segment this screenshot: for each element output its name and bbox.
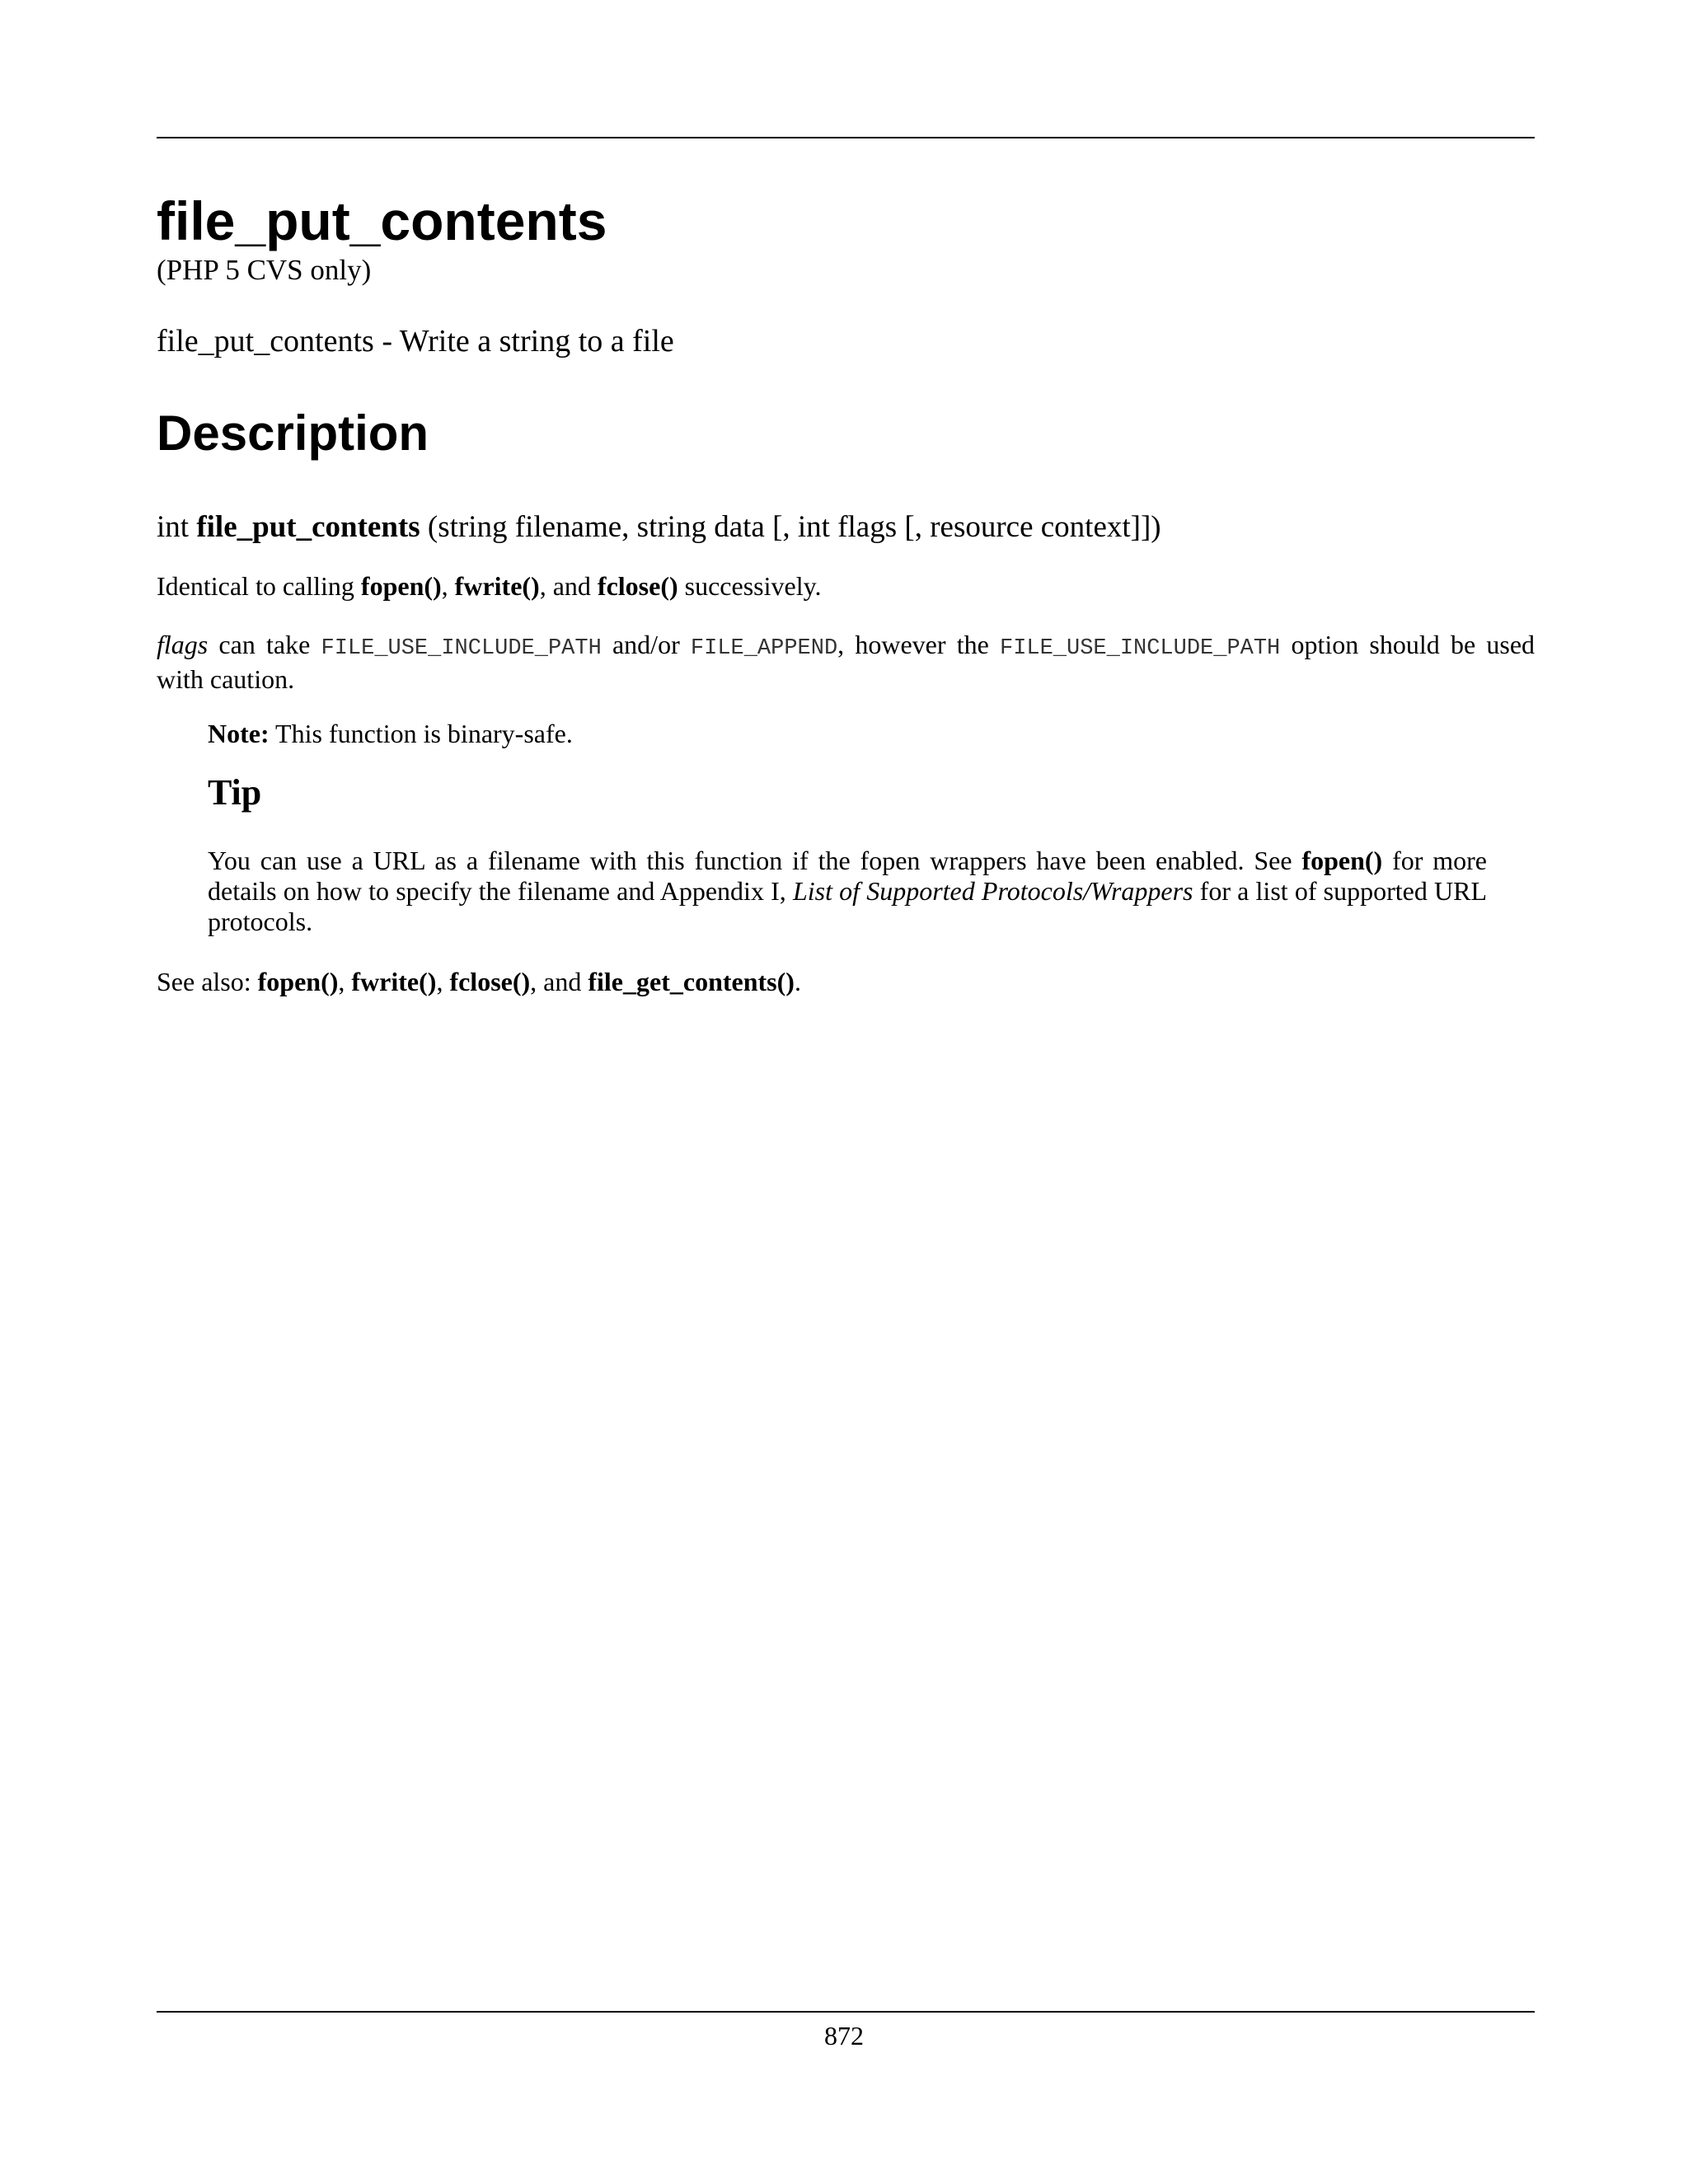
para-text: successively.: [678, 571, 822, 601]
function-link-fclose[interactable]: fclose(): [449, 967, 531, 996]
version-info: (PHP 5 CVS only): [157, 254, 372, 286]
synopsis-function-name: file_put_contents: [196, 510, 420, 544]
tip-body: [208, 846, 1487, 937]
see-also-text: .: [794, 967, 801, 996]
function-synopsis: [157, 509, 1161, 546]
tip-text: You can use a URL as a filename with this function if the fopen wrappers have been enabled. See: [208, 846, 1302, 875]
para-text: , however the: [837, 630, 1000, 659]
tip-text: for more details on how to specify the filename and Appendix I,: [208, 846, 1488, 906]
para-text: , and: [539, 571, 598, 601]
function-link-fopen[interactable]: fopen(): [360, 571, 442, 601]
constant-file-use-include-path: FILE_USE_INCLUDE_PATH: [321, 636, 602, 661]
function-link-fclose[interactable]: fclose(): [597, 571, 678, 601]
appendix-link[interactable]: List of Supported Protocols/Wrappers: [792, 876, 1193, 906]
tip-heading: Tip: [208, 772, 262, 813]
constant-file-use-include-path: FILE_USE_INCLUDE_PATH: [1000, 636, 1281, 661]
see-also-text: , and: [530, 967, 588, 996]
page-number: 872: [824, 2021, 864, 2050]
note: [208, 719, 573, 749]
para-text: can take: [208, 630, 321, 659]
constant-file-append: FILE_APPEND: [690, 636, 838, 661]
function-link-file-get-contents[interactable]: file_get_contents(): [588, 967, 795, 996]
para-text: ,: [441, 571, 455, 601]
function-title: file_put_contents: [157, 190, 607, 251]
function-link-fopen[interactable]: fopen(): [257, 967, 339, 996]
synopsis-params: (string filename, string data [, int flags [, resource context]]): [427, 510, 1161, 544]
description-paragraph: [157, 571, 1535, 602]
see-also-text: ,: [436, 967, 450, 996]
header-rule: [157, 137, 1535, 138]
function-link-fwrite[interactable]: fwrite(): [454, 571, 540, 601]
note-label: Note:: [208, 719, 270, 748]
see-also-label: See also:: [157, 967, 258, 996]
tip-text: for a list of supported URL protocols.: [208, 876, 1488, 936]
footer-rule: [157, 2011, 1535, 2013]
para-text: and/or: [601, 630, 691, 659]
flags-paragraph: [157, 630, 1535, 695]
function-link-fopen[interactable]: fopen(): [1301, 846, 1383, 875]
note-text: This function is binary-safe.: [269, 719, 573, 748]
function-link-fwrite[interactable]: fwrite(): [351, 967, 437, 996]
para-text: Identical to calling: [157, 571, 361, 601]
see-also: [157, 967, 801, 997]
param-flags: flags: [157, 630, 209, 659]
para-text: option should be used with caution.: [157, 630, 1536, 694]
description-heading: Description: [157, 405, 429, 461]
refpurpose: file_put_contents - Write a string to a file: [157, 324, 674, 359]
see-also-text: ,: [338, 967, 352, 996]
return-type: int: [157, 510, 190, 544]
